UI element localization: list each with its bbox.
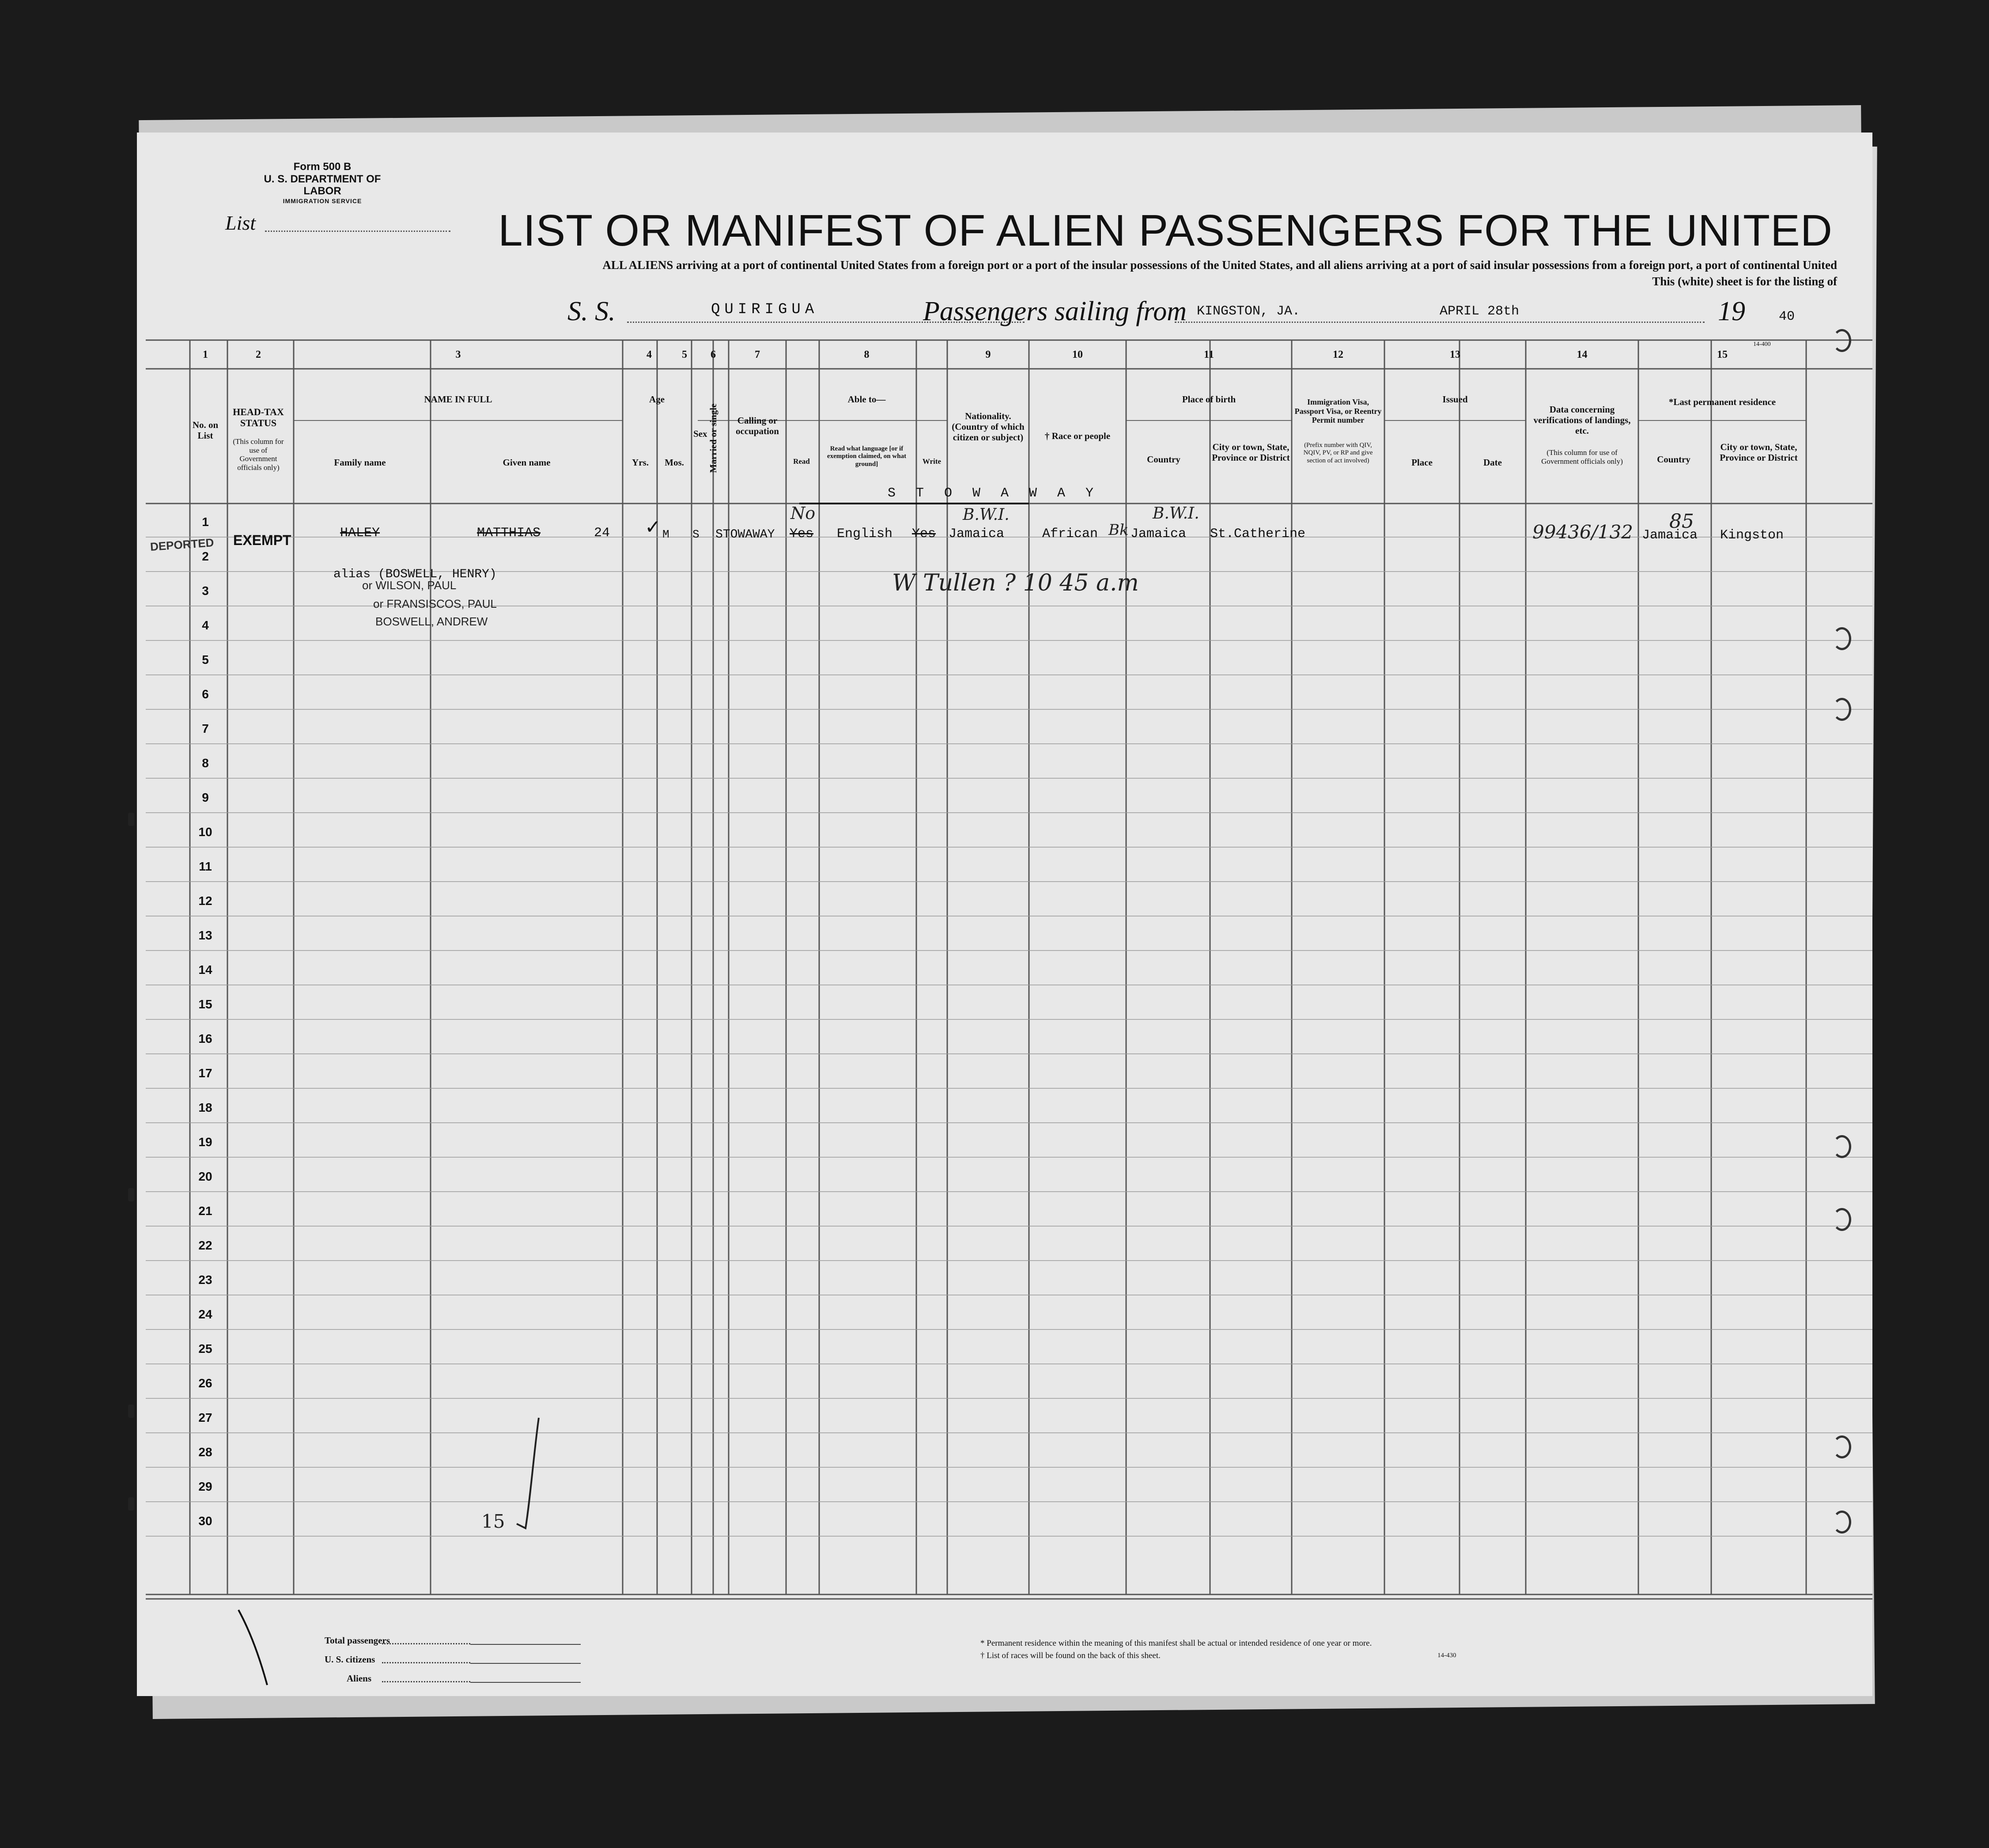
row-number: 17 bbox=[198, 1066, 212, 1080]
header-place-of-birth: Place of birth bbox=[1182, 394, 1236, 405]
row-number: 24 bbox=[198, 1307, 212, 1321]
handwritten-count: 15 bbox=[481, 1511, 505, 1532]
department: U. S. DEPARTMENT OF LABOR bbox=[264, 173, 381, 197]
header-lr-country: Country bbox=[1657, 454, 1690, 465]
grid-lines bbox=[137, 133, 1872, 1696]
col-number: 12 bbox=[1333, 349, 1343, 360]
row-number: 14 bbox=[198, 963, 212, 977]
edge-mark bbox=[128, 1405, 134, 1418]
header-issued: Issued bbox=[1442, 394, 1468, 405]
binder-hole bbox=[1833, 1435, 1851, 1458]
marital-status: S bbox=[692, 528, 700, 541]
col-number: 11 bbox=[1204, 349, 1214, 360]
ss-label: S. S. bbox=[567, 296, 616, 326]
footer-code: 14-430 bbox=[1437, 1652, 1456, 1659]
row-number: 10 bbox=[198, 825, 212, 839]
header-able-to: Able to— bbox=[847, 394, 886, 405]
header-given-name: Given name bbox=[503, 457, 551, 468]
race: African bbox=[1042, 526, 1098, 542]
pen-stroke bbox=[234, 1608, 274, 1687]
row-number: 2 bbox=[202, 549, 209, 563]
row-number: 12 bbox=[198, 894, 212, 908]
header-data-concerning: Data concerning verifications of landings, etc. bbox=[1533, 404, 1631, 436]
alias-line: alias (BOSWELL, HENRY) bbox=[333, 568, 497, 581]
footer-note2: † List of races will be found on the back of this sheet. bbox=[980, 1651, 1161, 1660]
row-number: 29 bbox=[198, 1480, 212, 1493]
subtitle-line1: ALL ALIENS arriving at a port of continental United States from a foreign port or a port of the insular possessions of the United States, and all aliens arriving at a port of said insular possessions from a foreign port, a port of continental United bbox=[602, 258, 1837, 272]
col-number: 8 bbox=[864, 349, 870, 360]
col-number: 13 bbox=[1450, 349, 1460, 360]
edge-mark bbox=[128, 1497, 134, 1511]
row-number: 1 bbox=[202, 515, 209, 529]
row-number: 3 bbox=[202, 584, 209, 598]
row-number: 27 bbox=[198, 1411, 212, 1424]
footer-line bbox=[470, 1663, 581, 1664]
port-from: KINGSTON, JA. bbox=[1197, 304, 1301, 319]
ship-name: QUIRIGUA bbox=[711, 301, 819, 318]
birth-country-note: B.W.I. bbox=[1153, 504, 1199, 523]
language: English bbox=[837, 526, 893, 542]
header-no-on-list: No. on List bbox=[192, 420, 219, 441]
read-value: Yes bbox=[790, 526, 814, 542]
footer-aliens: Aliens bbox=[347, 1673, 372, 1684]
binder-hole bbox=[1833, 698, 1851, 721]
lr-country: Jamaica bbox=[1642, 528, 1698, 543]
header-name-in-full: NAME IN FULL bbox=[424, 394, 492, 405]
header-nationality: Nationality. (Country of which citizen or subject) bbox=[952, 411, 1025, 443]
header-head-tax-note: (This column for use of Government officials only) bbox=[233, 437, 284, 472]
footer-dots bbox=[382, 1681, 470, 1682]
service: IMMIGRATION SERVICE bbox=[283, 197, 362, 204]
footer-note1: * Permanent residence within the meaning of this manifest shall be actual or intended residence of one year or more. bbox=[980, 1639, 1372, 1648]
footer-dots bbox=[382, 1662, 470, 1663]
write-value: Yes bbox=[912, 526, 936, 542]
row-number: 4 bbox=[202, 618, 209, 632]
row-number: 22 bbox=[198, 1238, 212, 1252]
year-suffix: 40 bbox=[1779, 309, 1795, 324]
year-prefix: 19 bbox=[1718, 296, 1745, 326]
given-name: MATTHIAS bbox=[477, 526, 541, 541]
col-number: 7 bbox=[755, 349, 760, 360]
verification-number: 99436/132 bbox=[1532, 521, 1633, 543]
col-number: 10 bbox=[1072, 349, 1083, 360]
lr-city: Kingston bbox=[1720, 528, 1784, 543]
binder-hole bbox=[1833, 1511, 1851, 1534]
stowaway-underline bbox=[799, 503, 1029, 504]
row-number: 28 bbox=[198, 1445, 212, 1459]
header-married: Married or single bbox=[707, 403, 718, 473]
header-age: Age bbox=[649, 394, 665, 405]
header-write: Write bbox=[922, 457, 942, 466]
subtitle-line2: This (white) sheet is for the listing of bbox=[1652, 275, 1837, 288]
birth-country: Jamaica bbox=[1131, 526, 1187, 542]
alias-line: BOSWELL, ANDREW bbox=[375, 615, 488, 628]
row-number: 16 bbox=[198, 1032, 212, 1045]
list-label: List bbox=[225, 212, 256, 234]
header-age-mos: Mos. bbox=[665, 457, 684, 468]
col-number: 6 bbox=[711, 349, 716, 360]
nationality-note: B.W.I. bbox=[963, 506, 1010, 524]
form-number: Form 500 B bbox=[293, 161, 352, 173]
occupation: STOWAWAY bbox=[715, 528, 775, 542]
row-number: 18 bbox=[198, 1101, 212, 1114]
corner-code: 14-400 bbox=[1753, 341, 1771, 348]
nationality: Jamaica bbox=[949, 526, 1005, 542]
lr-note: 85 bbox=[1669, 510, 1694, 533]
header-birth-country: Country bbox=[1147, 454, 1180, 465]
alias-line: or FRANSISCOS, PAUL bbox=[373, 597, 497, 610]
sailing-date: APRIL 28th bbox=[1440, 304, 1520, 319]
race-note: Bk bbox=[1108, 521, 1129, 539]
header-calling: Calling or occupation bbox=[735, 415, 779, 437]
header-data-note: (This column for use of Government officials only) bbox=[1541, 448, 1623, 466]
page-title: LIST OR MANIFEST OF ALIEN PASSENGERS FOR THE UNITED bbox=[498, 206, 1833, 255]
col-number: 1 bbox=[203, 349, 208, 360]
col-number: 2 bbox=[256, 349, 261, 360]
edge-mark bbox=[128, 813, 134, 826]
col-number: 14 bbox=[1577, 349, 1588, 360]
stowaway-banner: S T O W A W A Y bbox=[888, 486, 1100, 501]
header-head-tax: HEAD-TAX STATUS bbox=[233, 406, 284, 429]
header-issued-date: Date bbox=[1483, 457, 1502, 468]
footer-total: Total passengers bbox=[325, 1635, 390, 1646]
head-tax-status: EXEMPT bbox=[233, 532, 291, 548]
row-number: 20 bbox=[198, 1170, 212, 1183]
header-visa-note: (Prefix number with QIV, NQIV, PV, or RP and give section of act involved) bbox=[1303, 442, 1373, 464]
header-last-residence: *Last permanent residence bbox=[1668, 397, 1776, 407]
row-number: 8 bbox=[202, 756, 209, 770]
check-mark: ✓ bbox=[645, 516, 661, 538]
header-lr-city: City or town, State, Province or District bbox=[1720, 442, 1798, 463]
row-number: 25 bbox=[198, 1342, 212, 1356]
header-read: Read bbox=[793, 457, 810, 466]
row-number: 11 bbox=[199, 860, 212, 873]
header-issued-place: Place bbox=[1411, 457, 1433, 468]
edge-mark bbox=[128, 1188, 134, 1201]
binder-hole bbox=[1833, 1208, 1851, 1231]
row-number: 7 bbox=[202, 722, 209, 735]
read-corrected: No bbox=[790, 504, 816, 523]
handwritten-note: W Tullen ? 10 45 a.m bbox=[892, 570, 1139, 596]
binder-hole bbox=[1833, 1135, 1851, 1158]
header-birth-city: City or town, State, Province or District bbox=[1212, 442, 1290, 463]
binder-hole bbox=[1833, 627, 1851, 650]
col-number: 15 bbox=[1717, 349, 1728, 360]
footer-line bbox=[470, 1644, 581, 1645]
row-number: 15 bbox=[198, 997, 212, 1011]
binder-hole bbox=[1833, 329, 1851, 352]
col-number: 4 bbox=[647, 349, 652, 360]
sailing-label: Passengers sailing from bbox=[923, 296, 1187, 326]
header-race: † Race or people bbox=[1044, 431, 1111, 441]
header-sex: Sex bbox=[693, 428, 707, 439]
row-number: 5 bbox=[202, 653, 209, 666]
footer-line bbox=[470, 1682, 581, 1683]
footer-citizens: U. S. citizens bbox=[325, 1654, 375, 1665]
header-read-what: Read what language [or if exemption claimed, on what ground] bbox=[827, 445, 907, 468]
col-number: 9 bbox=[985, 349, 991, 360]
header-visa: Immigration Visa, Passport Visa, or Reentry Permit number bbox=[1294, 398, 1382, 425]
row-number: 26 bbox=[198, 1376, 212, 1390]
row-number: 19 bbox=[198, 1135, 212, 1149]
pen-stroke bbox=[508, 1413, 543, 1537]
row-number: 23 bbox=[198, 1273, 212, 1287]
manifest-sheet bbox=[137, 133, 1872, 1696]
col-number: 3 bbox=[455, 349, 461, 360]
family-name: HALEY bbox=[340, 526, 380, 541]
deported-stamp: DEPORTED bbox=[150, 535, 215, 554]
age-years: 24 bbox=[594, 526, 610, 541]
col-number: 5 bbox=[682, 349, 687, 360]
sex: M bbox=[662, 528, 669, 541]
row-number: 6 bbox=[202, 687, 209, 701]
footer-dots bbox=[382, 1643, 470, 1644]
row-number: 9 bbox=[202, 791, 209, 804]
alias-line: or WILSON, PAUL bbox=[362, 579, 457, 592]
row-number: 30 bbox=[198, 1514, 212, 1528]
header-age-yrs: Yrs. bbox=[632, 457, 649, 468]
row-number: 13 bbox=[198, 928, 212, 942]
birth-city: St.Catherine bbox=[1210, 526, 1306, 542]
row-number: 21 bbox=[198, 1204, 212, 1218]
header-family-name: Family name bbox=[334, 457, 386, 468]
